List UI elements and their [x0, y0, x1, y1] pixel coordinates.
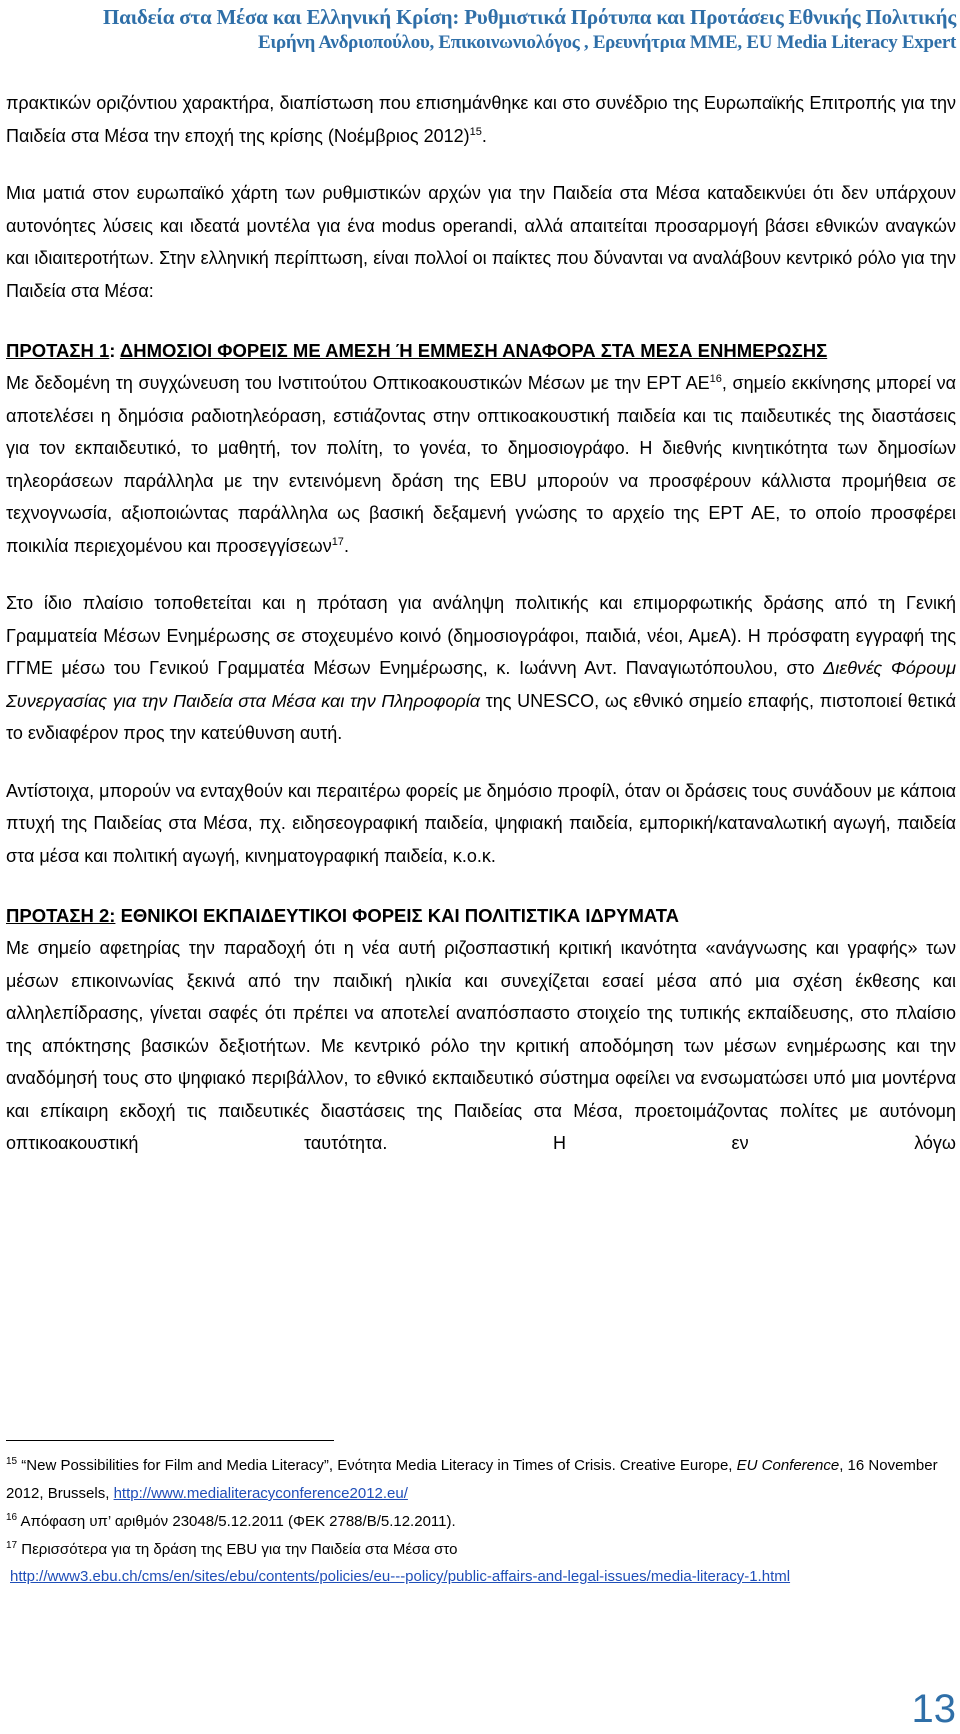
- paragraph-3-tail: .: [343, 535, 349, 556]
- proposal-1-label: ΠΡΟΤΑΣΗ 1: [6, 340, 110, 361]
- paragraph-4-text-b: της UNESCO, ως εθνικό σημείο επαφής, πιστοποιεί θετικά το ενδιαφέρον προς την κατεύθυνση αυτή.: [6, 690, 957, 743]
- proposal-1-heading: [6, 335, 956, 367]
- footnote-16-number: 16: [6, 1512, 18, 1523]
- footnote-ref-17[interactable]: 17: [331, 535, 344, 548]
- paragraph-1-text: πρακτικών οριζόντιου χαρακτήρα, διαπίστωση που επισημάνθηκε και στο συνέδριο της Ευρωπαϊκής Επιτροπής για την Παιδεία στα Μέσα την εποχή της κρίσης (Νοέμβριος 2012): [6, 93, 956, 146]
- paragraph-2: Μια ματιά στον ευρωπαϊκό χάρτη των ρυθμιστικών αρχών για την Παιδεία στα Μέσα καταδεικνύει ότι δεν υπάρχουν αυτονόητες λύσεις και ιδεατά μοντέλα για ένα modus operandi, αλλά απαιτείται προσαρμογή βάσει εθνικών αναγκών και ιδιαιτεροτήτων. Στην ελληνική περίπτωση, είναι πολλοί οι παίκτες που δύνανται να αναλάβουν κεντρικό ρόλο για την Παιδεία στα Μέσα:: [6, 183, 956, 301]
- paragraph-3-text-a: Με δεδομένη τη συγχώνευση του Ινστιτούτου Οπτικοακουστικών Μέσων με την ΕΡΤ ΑΕ: [6, 373, 710, 393]
- footnote-17-number: 17: [6, 1540, 18, 1551]
- proposal-2-label: ΠΡΟΤΑΣΗ 2:: [6, 905, 116, 926]
- paragraph-3-text-b: , σημείο εκκίνησης μπορεί να αποτελέσει η δημόσια ραδιοτηλεόραση, εστιάζοντας στην οπτικοακουστική παιδεία και τις παιδευτικές της διαστάσεις για τον εκπαιδευτικό, το μαθητή, τον πολίτη, το γονέα, το δημοσιογράφο. Η διεθνής κινητικότητα των δημοσίων τηλεοράσεων παράλληλα με την εντεινόμενη δράση της EBU μπορούν να προσφέρουν κάλλιστα προμήθεια σε τεχνογνωσία, αξιοποιώντας παράλληλα ως βασική δεξαμενή γνώσης το αρχείο της ΕΡΤ ΑΕ, το οποίο προσφέρει ποικιλία περιεχομένου και προσεγγίσεων: [6, 373, 956, 556]
- footnote-15-number: 15: [6, 1456, 18, 1467]
- footnote-17: [6, 1536, 946, 1564]
- footnote-15-italic: EU Conference: [736, 1457, 840, 1474]
- header-title: Παιδεία στα Μέσα και Ελληνική Κρίση: Ρυθμιστικά Πρότυπα και Προτάσεις Εθνικής Πολιτικής: [102, 5, 956, 29]
- footnote-ref-15[interactable]: 15: [469, 125, 482, 138]
- paragraph-3: [6, 367, 956, 562]
- running-header: [103, 4, 956, 55]
- proposal-1-title: ΔΗΜΟΣΙΟΙ ΦΟΡΕΙΣ ΜΕ ΑΜΕΣΗ Ή ΕΜΜΕΣΗ ΑΝΑΦΟΡΑ ΣΤΑ ΜΕΣΑ ΕΝΗΜΕΡΩΣΗΣ: [119, 340, 828, 361]
- footnote-15-link[interactable]: http://www.medialiteracyconference2012.eu/: [113, 1485, 408, 1502]
- paragraph-4-text-a: Στο ίδιο πλαίσιο τοποθετείται και η πρόταση για ανάληψη πολιτικής και επιμορφωτικής δράσης από τη Γενική Γραμματεία Μέσων Ενημέρωσης σε στοχευμένο κοινό (δημοσιογράφοι, παιδιά, νέοι, ΑμεΑ). Η πρόσφατη εγγραφή της ΓΓΜΕ μέσω του Γενικού Γραμματέα Μέσων Ενημέρωσης, κ. Ιωάννη Αντ. Παναγιωτόπουλου, στο: [6, 593, 956, 678]
- footnote-16: [6, 1508, 946, 1536]
- paragraph-4: [6, 587, 956, 750]
- footnote-15-text-b: , 16 November 2012, Brussels,: [6, 1457, 938, 1502]
- footnote-ref-16[interactable]: 16: [709, 373, 722, 385]
- page-body: [6, 87, 956, 1160]
- footnote-17-link-row: [6, 1564, 946, 1590]
- forum-title-italic: Διεθνές Φόρουμ Συνεργασίας για την Παιδεία στα Μέσα και την Πληροφορία: [6, 658, 956, 711]
- header-author: Ειρήνη Ανδριοπούλου, Επικοινωνιολόγος , Ερευνήτρια ΜΜΕ, EU Media Literacy Expert: [258, 32, 956, 53]
- footnote-15: [6, 1452, 946, 1508]
- footnote-17-link[interactable]: http://www3.ebu.ch/cms/en/sites/ebu/contents/policies/eu---policy/public-affairs-and-legal-issues/media-literacy-1.html: [10, 1568, 791, 1585]
- paragraph-5: Αντίστοιχα, μπορούν να ενταχθούν και περαιτέρω φορείς με δημόσιο προφίλ, όταν οι δράσεις τους συνάδουν με κάποια πτυχή της Παιδείας στα Μέσα, πχ. ειδησεογραφική παιδεία, ψηφιακή παιδεία, εμπορική/καταναλωτική αγωγή, παιδεία στα μέσα και πολιτική αγωγή, κινηματογραφική παιδεία, κ.ο.κ.: [6, 780, 956, 866]
- paragraph-6: Με σημείο αφετηρίας την παραδοχή ότι η νέα αυτή ριζοσπαστική κριτική ικανότητα «ανάγνωσης και γραφής» των μέσων επικοινωνίας ξεκινά από την παιδική ηλικία και συνεχίζεται εσαεί μέσα από μια σχέση έκθεσης και αλληλεπίδρασης, γίνεται σαφές ότι πρέπει να αποτελεί αναπόσπαστο στοιχείο της τυπικής εκπαίδευσης, στο πλαίσιο της απόκτησης βασικών δεξιοτήτων. Με κεντρικό ρόλο την κριτική αποδόμηση των μέσων ενημέρωσης και την αναδόμησή τους στο ψηφιακό περιβάλλον, το εθνικό εκπαιδευτικό σύστημα οφείλει να ενσωματώσει υπό μια μοντέρνα και επίκαιρη εκδοχή τις παιδευτικές διαστάσεις της Παιδείας στα Μέσα, προετοιμάζοντας πολίτες με αυτόνομη οπτικοακουστική ταυτότητα. Η εν λόγω: [6, 938, 956, 1153]
- footnote-15-text-a: “New Possibilities for Film and Media Literacy”, Ενότητα Media Literacy in Times of Crisis. Creative Europe,: [17, 1457, 737, 1474]
- proposal-2-title: ΕΘΝΙΚΟΙ ΕΚΠΑΙΔΕΥΤΙΚΟΙ ΦΟΡΕΙΣ ΚΑΙ ΠΟΛΙΤΙΣΤΙΚΑ ΙΔΡΥΜΑΤΑ: [120, 905, 679, 926]
- paragraph-1: [6, 87, 956, 152]
- proposal-1-colon: :: [109, 340, 116, 361]
- proposal-2-heading: [6, 900, 956, 932]
- paragraph-1-tail: .: [481, 125, 487, 146]
- footnote-17-text: Περισσότερα για τη δράση της EBU για την Παιδεία στα Μέσα στο: [17, 1541, 458, 1558]
- footnotes: [6, 1452, 946, 1590]
- footnote-separator: [6, 1440, 334, 1441]
- page-number: 13: [911, 1687, 956, 1731]
- footnote-16-text: Απόφαση υπ’ αριθμόν 23048/5.12.2011 (ΦΕΚ 2788/Β/5.12.2011).: [17, 1513, 456, 1530]
